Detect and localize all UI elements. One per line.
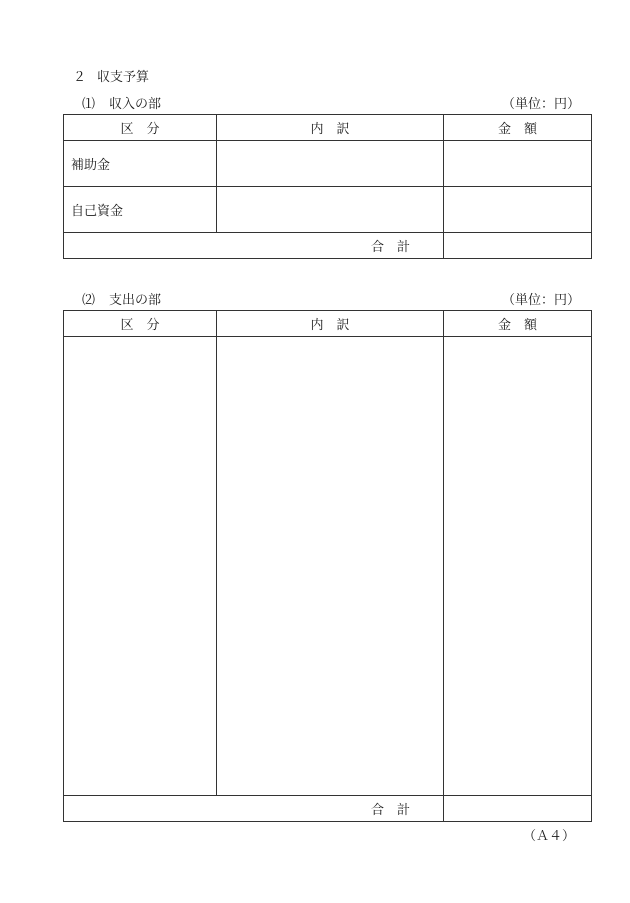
table-row <box>64 141 592 187</box>
income-heading <box>82 93 161 112</box>
expense-header-category: 区 分 <box>64 311 217 337</box>
income-title: 収入の部 <box>109 97 162 112</box>
section-number: ２ <box>73 70 87 85</box>
income-row-category: 自己資金 <box>64 187 217 233</box>
expense-header-row <box>64 311 592 337</box>
income-number: ⑴ <box>82 97 96 112</box>
table-row <box>64 187 592 233</box>
expense-header-detail: 内 訳 <box>217 311 444 337</box>
expense-row-amount[interactable] <box>444 337 592 796</box>
expense-heading <box>82 289 161 308</box>
expense-total-value[interactable] <box>444 796 592 822</box>
table-row <box>64 337 592 796</box>
income-header-amount: 金 額 <box>444 115 592 141</box>
expense-table <box>63 310 592 822</box>
income-total-value[interactable] <box>444 233 592 259</box>
income-table <box>63 114 592 259</box>
expense-title: 支出の部 <box>109 293 162 308</box>
income-total-label: 合 計 <box>64 233 444 259</box>
expense-unit-label: （単位：円） <box>501 293 580 308</box>
income-unit-label: （単位：円） <box>501 97 580 112</box>
expense-number: ⑵ <box>82 293 96 308</box>
income-row-category: 補助金 <box>64 141 217 187</box>
income-header-category: 区 分 <box>64 115 217 141</box>
expense-total-row <box>64 796 592 822</box>
income-row-detail[interactable] <box>217 141 444 187</box>
section-heading <box>73 66 149 85</box>
income-row-detail[interactable] <box>217 187 444 233</box>
income-total-row <box>64 233 592 259</box>
expense-row-category[interactable] <box>64 337 217 796</box>
paper-size-label: （Ａ４） <box>522 829 575 844</box>
income-row-amount[interactable] <box>444 187 592 233</box>
income-header-row <box>64 115 592 141</box>
section-title: 収支予算 <box>97 70 150 85</box>
expense-row-detail[interactable] <box>217 337 444 796</box>
income-row-amount[interactable] <box>444 141 592 187</box>
expense-header-amount: 金 額 <box>444 311 592 337</box>
expense-total-label: 合 計 <box>64 796 444 822</box>
income-header-detail: 内 訳 <box>217 115 444 141</box>
